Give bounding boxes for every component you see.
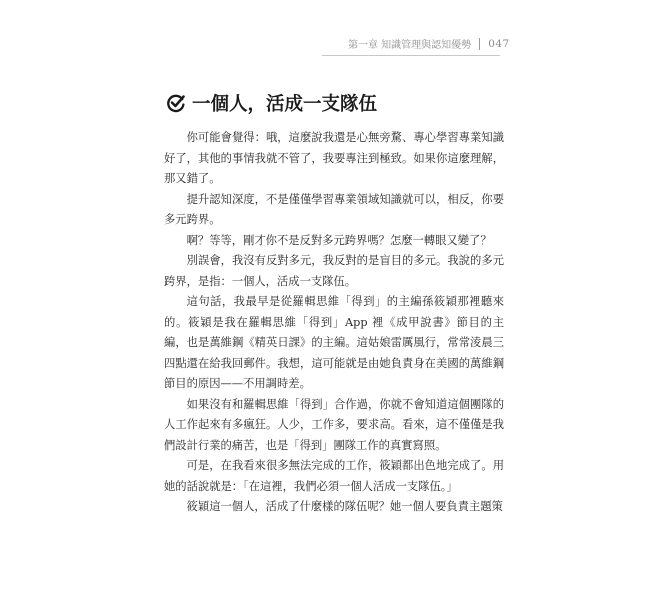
header-rule (322, 55, 500, 56)
paragraph: 可是，在我看來很多無法完成的工作，筱穎都出色地完成了。用她的話說就是：「在這裡，我們必須一個人活成一支隊伍。」 (164, 459, 504, 493)
header-divider (479, 38, 480, 50)
check-circle-icon (166, 93, 186, 113)
paragraph: 別誤會，我沒有反對多元，我反對的是盲目的多元。我說的多元跨界，是指：一個人，活成一支隊伍。 (164, 254, 504, 288)
section-title: 一個人，活成一支隊伍 (192, 94, 378, 115)
body-text (164, 128, 504, 518)
paragraph: 筱穎這一個人，活成了什麼樣的隊伍呢？她一個人要負責主題策 (186, 500, 503, 513)
paragraph: 提升認知深度，不是僅僅學習專業領域知識就可以，相反，你要多元跨界。 (164, 192, 504, 226)
paragraph: 如果沒有和羅輯思維「得到」合作過，你就不會知道這個團隊的人工作起來有多瘋狂。人少，工作多，要求高。看來，這不僅僅是我們設計行業的痛苦，也是「得到」團隊工作的真實寫照。 (164, 397, 504, 452)
running-header (348, 36, 510, 51)
chapter-title: 第一章 知識管理與認知優勢 (348, 40, 472, 51)
paragraph: 你可能會覺得：哦，這麼說我還是心無旁騖、專心學習專業知識好了，其他的事情我就不管了，我要專注到極致。如果你這麼理解，那又錯了。 (164, 131, 504, 185)
paragraph: 這句話，我最早是從羅輯思維「得到」的主編孫筱穎那裡聽來的。筱穎是我在羅輯思維「得到」App 裡《成甲說書》節目的主編，也是萬維鋼《精英日課》的主編。這姑娘雷厲風行，常常淩晨三四點還在給我回郵件。我想，這可能就是由她負責身在美國的萬維鋼節目的原因——不用調時差。 (164, 295, 504, 390)
paragraph: 啊？等等，剛才你不是反對多元跨界嗎？怎麼一轉眼又變了？ (186, 233, 492, 247)
page-number: 047 (488, 37, 510, 50)
section-heading (166, 90, 377, 116)
